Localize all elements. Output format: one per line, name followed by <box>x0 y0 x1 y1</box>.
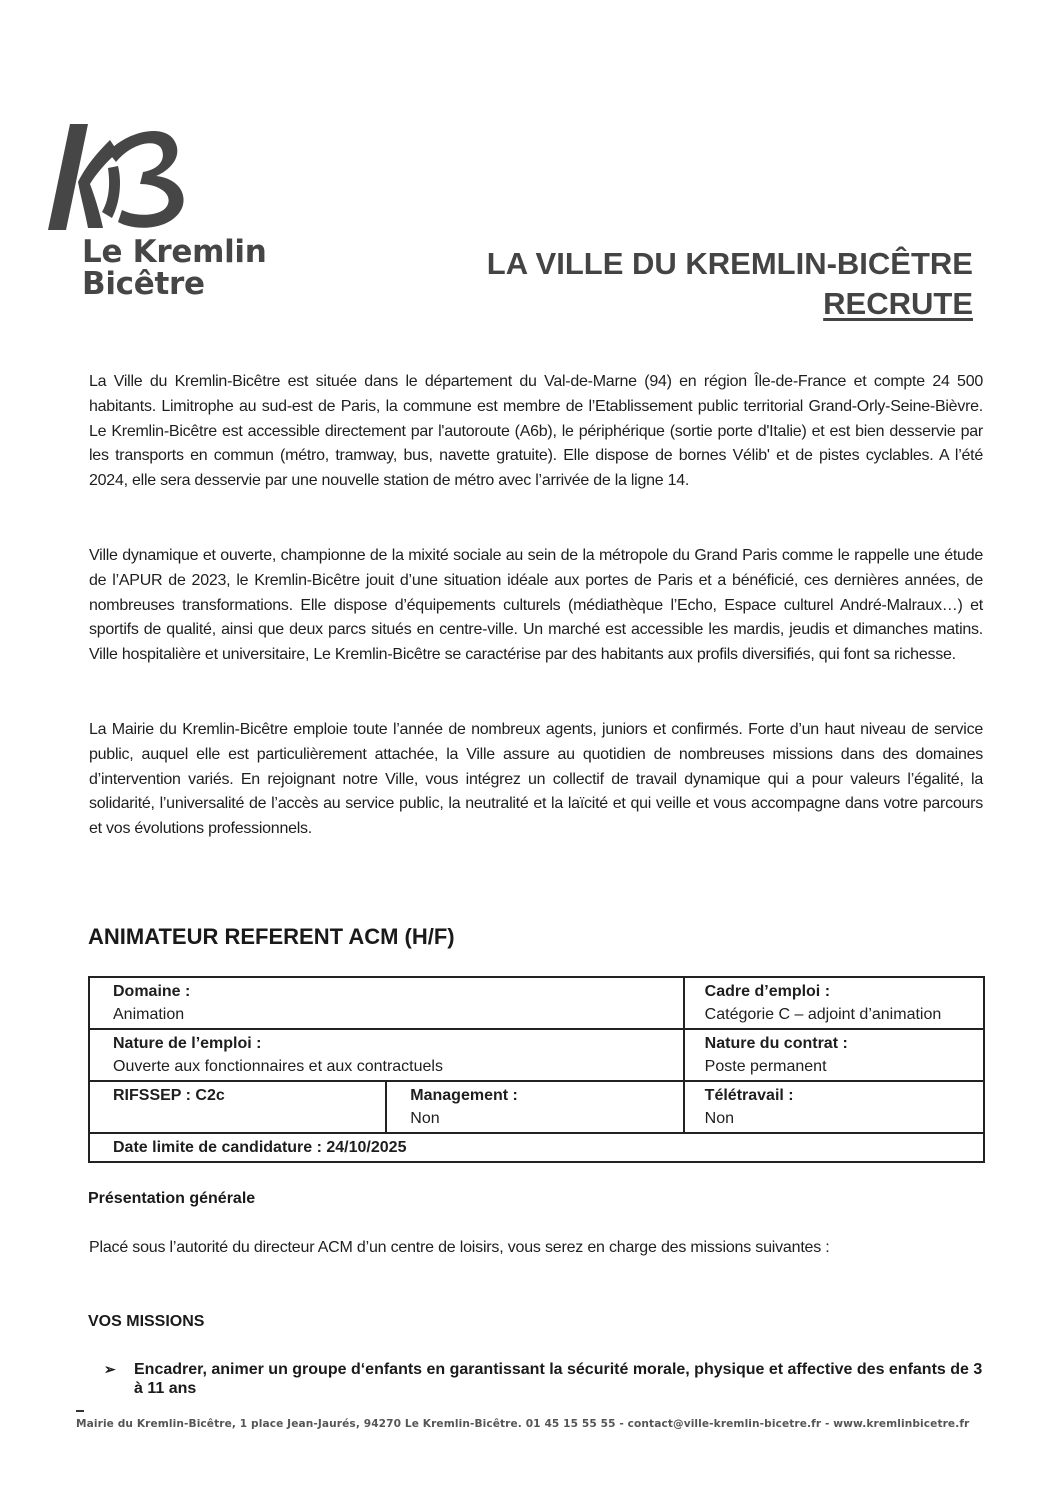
logo-line-2: Bicêtre <box>82 266 205 302</box>
domaine-cell <box>89 977 684 1029</box>
page-title <box>487 244 973 324</box>
bullet-arrow-icon: ➢ <box>104 1361 116 1377</box>
teletravail-cell <box>684 1081 984 1133</box>
list-item <box>104 1360 984 1398</box>
footer-divider <box>76 1410 84 1412</box>
mission-text: Encadrer, animer un groupe d‘enfants en garantissant la sécurité morale, physique et affective des enfants de 3 à 11 ans <box>134 1361 983 1397</box>
presentation-heading: Présentation générale <box>88 1190 256 1207</box>
logo-line-1: Le Kremlin <box>82 234 267 270</box>
presentation-text: Placé sous l’autorité du directeur ACM d’un centre de loisirs, vous serez en charge des missions suivantes : <box>89 1239 830 1256</box>
job-title: ANIMATEUR REFERENT ACM (H/F) <box>88 924 455 949</box>
nature-emploi-label: Nature de l’emploi : <box>113 1035 262 1052</box>
nature-contrat-value: Poste permanent <box>704 1058 827 1075</box>
logo-wordmark <box>82 236 267 300</box>
intro-paragraph-employer: La Mairie du Kremlin-Bicêtre emploie toute l’année de nombreux agents, juniors et confirmés. Forte d’un haut niveau de service public, auquel elle est particulièrement attachée, la Ville assure au quotidien de nombreuses missions dans des domaines d’intervention variés. En rejoignant notre Ville, vous intégrez un collectif de travail dynamique qui a pour valeurs l’égalité, la solidarité, l’universalité de l’accès au service public, la neutralité et la laïcité et qui veille et vous accompagne dans votre parcours et vos évolutions professionnels. <box>89 721 983 838</box>
title-city: LA VILLE DU KREMLIN-BICÊTRE <box>486 246 973 281</box>
table-row <box>89 1081 984 1133</box>
nature-emploi-value: Ouverte aux fonctionnaires et aux contractuels <box>113 1058 443 1075</box>
job-info-table <box>88 976 985 1163</box>
teletravail-label: Télétravail : <box>704 1087 794 1104</box>
nature-emploi-cell <box>89 1029 684 1081</box>
rifseep-label: RIFSSEP : C2c <box>113 1087 225 1104</box>
date-limite-cell <box>89 1133 984 1162</box>
cadre-cell <box>684 977 984 1029</box>
cadre-value: Catégorie C – adjoint d’animation <box>704 1006 942 1023</box>
management-cell <box>386 1081 683 1133</box>
city-logo <box>48 122 278 307</box>
management-label: Management : <box>410 1087 518 1104</box>
title-recrute: RECRUTE <box>823 286 973 321</box>
table-row <box>89 1029 984 1081</box>
footer-contact: Mairie du Kremlin-Bicêtre, 1 place Jean-Jaurés, 94270 Le Kremlin-Bicêtre. 01 45 15 55 55 - contact@ville-kremlin-bicetre.fr - www.kremlinbicetre.fr <box>76 1418 970 1430</box>
nature-contrat-label: Nature du contrat : <box>704 1035 848 1052</box>
missions-heading: VOS MISSIONS <box>88 1313 205 1330</box>
domaine-label: Domaine : <box>113 983 191 1000</box>
teletravail-value: Non <box>704 1110 735 1127</box>
table-row <box>89 1133 984 1162</box>
table-row <box>89 977 984 1029</box>
cadre-label: Cadre d’emploi : <box>704 983 831 1000</box>
kb-monogram-icon <box>48 122 198 232</box>
intro-paragraph-city: La Ville du Kremlin-Bicêtre est située dans le département du Val-de-Marne (94) en région Île-de-France et compte 24 500 habitants. Limitrophe au sud-est de Paris, la commune est membre de l’Etablissement public territorial Grand-Orly-Seine-Bièvre. Le Kremlin-Bicêtre est accessible directement par l'autoroute (A6b), le périphérique (sortie porte d'Italie) et est bien desservie par les transports en commun (métro, tramway, bus, navette gratuite). Elle dispose de bornes Vélib' et de pistes cyclables. A l’été 2024, elle sera desservie par une nouvelle station de métro avec l’arrivée de la ligne 14. <box>89 373 983 490</box>
domaine-value: Animation <box>113 1006 185 1023</box>
date-limite-label: Date limite de candidature : 24/10/2025 <box>113 1139 407 1156</box>
nature-contrat-cell <box>684 1029 984 1081</box>
intro-paragraph-dynamic: Ville dynamique et ouverte, championne de la mixité sociale au sein de la métropole du Grand Paris comme le rappelle une étude de l’APUR de 2023, le Kremlin-Bicêtre jouit d’une situation idéale aux portes de Paris et a bénéficié, ces dernières années, de nombreuses transformations. Elle dispose d’équipements culturels (médiathèque l’Echo, Espace culturel André-Malraux…) et sportifs de qualité, ainsi que deux parcs situés en centre-ville. Un marché est accessible les mardis, jeudis et dimanches matins. Ville hospitalière et universitaire, Le Kremlin-Bicêtre se caractérise par des habitants aux profils diversifiés, qui font sa richesse. <box>89 547 983 664</box>
management-value: Non <box>410 1110 440 1127</box>
rifseep-cell <box>89 1081 386 1133</box>
